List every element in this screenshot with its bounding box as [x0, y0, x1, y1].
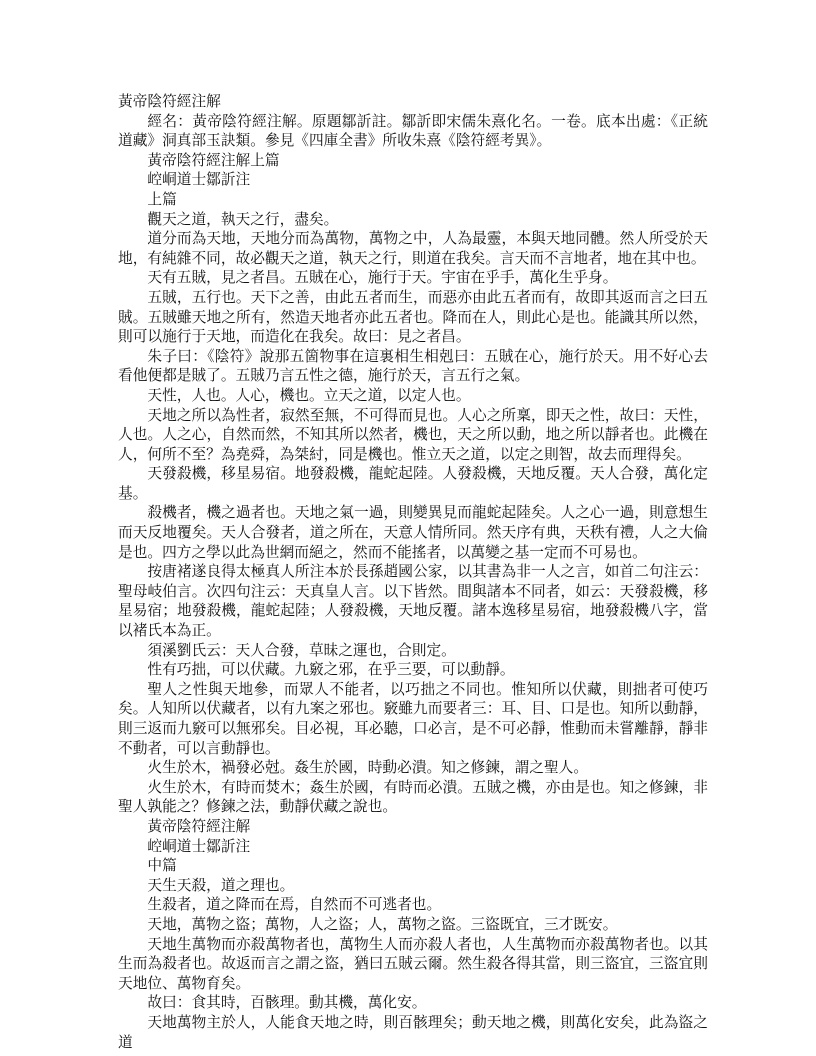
document-page	[118, 92, 708, 1052]
paragraph: 殺機者，機之過者也。天地之氣一過，則變異見而龍蛇起陸矣。人之心一過，則意想生而天反地覆矣。天人合發者，道之所在，天意人情所同。然天序有典，天秩有禮，人之大倫是也。四方之學以此為世網而絕之，然而不能搖者，以萬變之基一定而不可易也。	[118, 504, 708, 561]
paragraph: 天生天殺，道之理也。	[147, 876, 295, 894]
paragraph: 天性，人也。人心，機也。立天之道，以定人也。	[147, 386, 471, 404]
paragraph: 性有巧拙，可以伏藏。九竅之邪，在乎三要，可以動靜。	[147, 661, 515, 679]
paragraph: 上篇	[147, 190, 177, 208]
paragraph: 崆峒道士鄒訢注	[147, 171, 251, 189]
paragraph: 聖人之性與天地參，而眾人不能者，以巧拙之不同也。惟知所以伏藏，則拙者可使巧矣。人知所以伏藏者，以有九案之邪也。竅雖九而要者三：耳、目、口是也。知所以動靜，則三返而九竅可以無邪矣。目必視，耳必聽，口必言，是不可必靜，惟動而未嘗離靜，靜非不動者，可以言動靜也。	[118, 680, 708, 757]
paragraph: 道分而為天地，天地分而為萬物，萬物之中，人為最靈，本與天地同體。然人所受於天地，有純雜不同，故必觀天之道，執天之行，則道在我矣。言天而不言地者，地在其中也。	[118, 230, 708, 267]
paragraph: 火生於木，禍發必尅。姦生於國，時動必潰。知之修鍊，謂之聖人。	[147, 759, 589, 777]
document-body	[118, 112, 708, 1053]
paragraph: 天有五賊，見之者昌。五賊在心，施行于天。宇宙在乎手，萬化生乎身。	[147, 269, 618, 287]
paragraph: 天發殺機，移星易宿。地發殺機，龍蛇起陸。人發殺機，天地反覆。天人合發，萬化定基。	[118, 465, 708, 502]
paragraph: 觀天之道，執天之行，盡矣。	[147, 210, 339, 228]
paragraph: 經名：黃帝陰符經注解。原題鄒訢註。鄒訢即宋儒朱熹化名。一卷。底本出處：《正統道藏》洞真部玉訣類。參見《四庫全書》所收朱熹《陰符經考異》。	[118, 112, 708, 150]
paragraph: 五賊，五行也。天下之善，由此五者而生，而惡亦由此五者而有，故即其返而言之曰五賊。五賊雖天地之所有，然造天地者亦此五者也。降而在人，則此心是也。能識其所以然，則可以施行于天地，而造化在我矣。故曰：見之者昌。	[118, 288, 708, 346]
paragraph: 生殺者，道之降而在焉，自然而不可逃者也。	[147, 896, 442, 914]
paragraph: 須溪劉氏云：天人合發，草昧之運也，合則定。	[147, 641, 456, 659]
paragraph: 故曰：食其時，百骸理。動其機，萬化安。	[147, 994, 427, 1012]
paragraph: 中篇	[147, 857, 177, 875]
paragraph: 天地萬物主於人，人能食天地之時，則百骸理矣；動天地之機，則萬化安矣，此為盜之道	[118, 1013, 708, 1051]
paragraph: 火生於木，有時而焚木；姦生於國，有時而必潰。五賊之機，亦由是也。知之修鍊，非聖人孰能之？修鍊之法，動靜伏藏之說也。	[118, 778, 708, 816]
document-title: 黃帝陰符經注解	[118, 93, 221, 110]
paragraph: 天地，萬物之盜；萬物，人之盜；人，萬物之盜。三盜既宜，三才既安。	[147, 915, 618, 933]
paragraph: 黃帝陰符經注解	[147, 817, 251, 835]
paragraph: 按唐褚遂良得太極真人所注本於長孫趙國公家，以其書為非一人之言，如首二句注云：聖母岐伯言。次四句注云：天真皇人言。以下皆然。間與諸本不同者，如云：天發殺機，移星易宿；地發殺機，龍蛇起陸；人發殺機，天地反覆。諸本逸移星易宿，地發殺機八字，當以褚氏本為正。	[118, 563, 708, 640]
paragraph: 朱子曰：《陰符》說那五箇物事在這裏相生相剋曰：五賊在心，施行於天。用不好心去看他便都是賊了。五賊乃言五性之德，施行於天，言五行之氣。	[118, 347, 708, 385]
paragraph: 黃帝陰符經注解上篇	[147, 151, 280, 169]
paragraph: 天地之所以為性者，寂然至無，不可得而見也。人心之所稟，即天之性，故曰：天性，人也。人之心，自然而然，不知其所以然者，機也，天之所以動，地之所以靜者也。此機在人，何所不至？為堯舜，為桀紂，同是機也。惟立天之道，以定之則智，故去而理得矣。	[118, 406, 708, 463]
paragraph: 天地生萬物而亦殺萬物者也，萬物生人而亦殺人者也，人生萬物而亦殺萬物者也。以其生而為殺者也。故返而言之謂之盜，猶曰五賊云爾。然生殺各得其當，則三盜宜，三盜宜則天地位、萬物育矣。	[118, 935, 708, 992]
paragraph: 崆峒道士鄒訢注	[147, 837, 251, 855]
